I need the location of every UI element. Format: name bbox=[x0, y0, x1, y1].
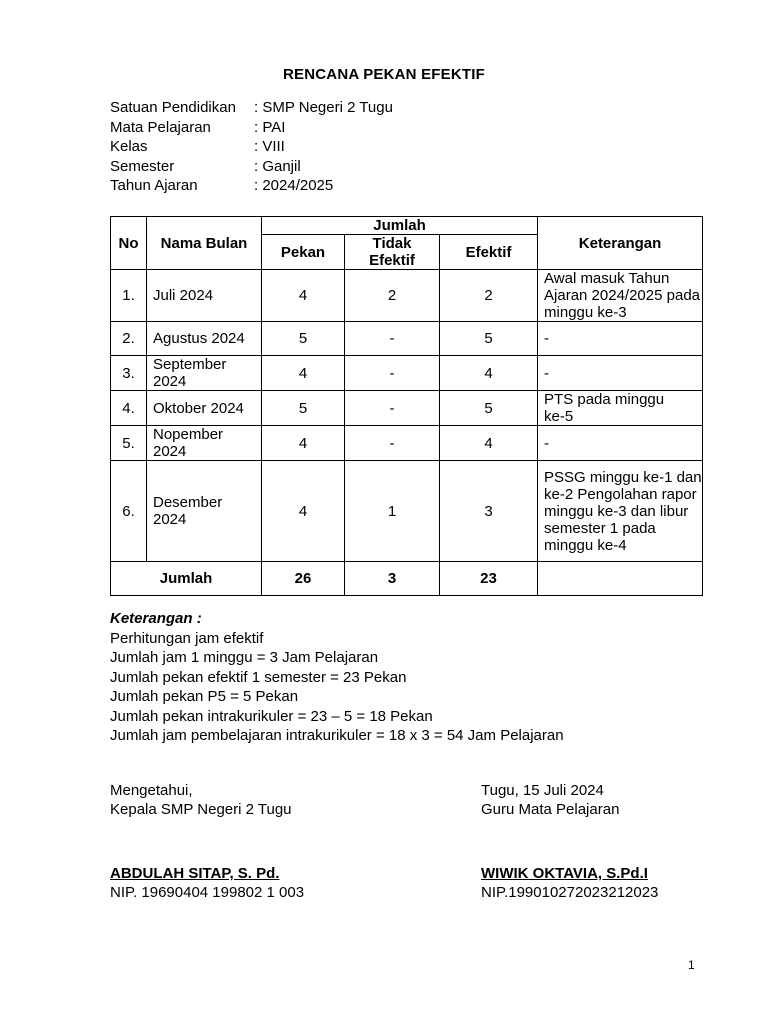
cell-tidak-efektif: 2 bbox=[345, 270, 440, 322]
cell-bulan: Juli 2024 bbox=[147, 270, 262, 322]
signature-left-line1: Mengetahui, bbox=[110, 782, 193, 799]
cell-keterangan: - bbox=[538, 426, 703, 461]
cell-no: 2. bbox=[111, 322, 147, 356]
table-header-row bbox=[111, 217, 703, 235]
signature-left-nip: NIP. 19690404 199802 1 003 bbox=[110, 884, 305, 901]
header-no: No bbox=[111, 217, 147, 270]
table-total-row bbox=[111, 562, 703, 596]
cell-keterangan: PSSG minggu ke-1 dan ke-2 Pengolahan rapor minggu ke-3 dan libur semester 1 pada minggu ke-4 bbox=[538, 461, 703, 562]
table-row bbox=[111, 426, 703, 461]
signature-left-name: ABDULAH SITAP, S. Pd. bbox=[110, 865, 280, 882]
cell-keterangan: - bbox=[538, 356, 703, 391]
header-keterangan: Keterangan bbox=[538, 217, 703, 270]
document-title: RENCANA PEKAN EFEKTIF bbox=[283, 66, 485, 83]
cell-no: 5. bbox=[111, 426, 147, 461]
table-row bbox=[111, 391, 703, 426]
header-tidak-efektif bbox=[345, 235, 440, 270]
cell-tidak-efektif: 1 bbox=[345, 461, 440, 562]
cell-keterangan: - bbox=[538, 322, 703, 356]
notes-line: Jumlah pekan P5 = 5 Pekan bbox=[110, 688, 299, 705]
cell-no: 3. bbox=[111, 356, 147, 391]
cell-bulan: Oktober 2024 bbox=[147, 391, 262, 426]
meta-value: : 2024/2025 bbox=[254, 177, 334, 194]
notes-line: Jumlah jam 1 minggu = 3 Jam Pelajaran bbox=[110, 649, 379, 666]
header-tidak-efektif-text: Tidak Efektif bbox=[369, 235, 415, 269]
cell-efektif: 5 bbox=[440, 391, 538, 426]
effective-week-table bbox=[110, 216, 703, 596]
cell-efektif: 3 bbox=[440, 461, 538, 562]
cell-tidak-efektif: - bbox=[345, 426, 440, 461]
cell-no: 4. bbox=[111, 391, 147, 426]
signature-right-nip: NIP.199010272023212023 bbox=[481, 884, 659, 901]
total-keterangan bbox=[538, 562, 703, 596]
page-number: 1 bbox=[688, 958, 695, 972]
total-efektif: 23 bbox=[440, 562, 538, 596]
cell-keterangan bbox=[538, 391, 703, 426]
notes-line: Jumlah pekan efektif 1 semester = 23 Pekan bbox=[110, 668, 407, 686]
meta-row-mapel bbox=[110, 118, 393, 138]
signature-right-line1: Tugu, 15 Juli 2024 bbox=[481, 782, 604, 799]
header-jumlah: Jumlah bbox=[262, 217, 538, 235]
meta-value: : PAI bbox=[254, 118, 286, 136]
notes-line: Perhitungan jam efektif bbox=[110, 629, 264, 647]
meta-row-semester bbox=[110, 157, 393, 177]
total-label: Jumlah bbox=[111, 562, 262, 596]
signature-left-header bbox=[110, 781, 292, 819]
cell-pekan: 4 bbox=[262, 461, 345, 562]
header-nama-bulan: Nama Bulan bbox=[147, 217, 262, 270]
cell-efektif: 5 bbox=[440, 322, 538, 356]
cell-tidak-efektif: - bbox=[345, 322, 440, 356]
meta-row-satuan bbox=[110, 98, 393, 118]
cell-pekan: 5 bbox=[262, 391, 345, 426]
cell-tidak-efektif: - bbox=[345, 391, 440, 426]
header-pekan: Pekan bbox=[262, 235, 345, 270]
signature-right-line2: Guru Mata Pelajaran bbox=[481, 801, 620, 818]
cell-pekan: 4 bbox=[262, 426, 345, 461]
meta-label: Semester bbox=[110, 157, 175, 175]
cell-keterangan: Awal masuk Tahun Ajaran 2024/2025 pada minggu ke-3 bbox=[538, 270, 703, 322]
total-pekan: 26 bbox=[262, 562, 345, 596]
cell-tidak-efektif: - bbox=[345, 356, 440, 391]
cell-pekan: 4 bbox=[262, 356, 345, 391]
meta-row-kelas bbox=[110, 137, 393, 157]
meta-label: Tahun Ajaran bbox=[110, 177, 198, 194]
cell-no: 6. bbox=[111, 461, 147, 562]
table-row bbox=[111, 356, 703, 391]
signature-right-header bbox=[481, 781, 619, 819]
meta-value: : VIII bbox=[254, 138, 285, 155]
cell-bulan-text: September 2024 bbox=[153, 356, 227, 390]
meta-label: Satuan Pendidikan bbox=[110, 99, 236, 116]
notes-block bbox=[110, 609, 564, 746]
signature-right-name: WIWIK OKTAVIA, S.Pd.I bbox=[481, 865, 648, 882]
meta-label: Mata Pelajaran bbox=[110, 118, 211, 136]
cell-pekan: 4 bbox=[262, 270, 345, 322]
cell-pekan: 5 bbox=[262, 322, 345, 356]
cell-bulan bbox=[147, 356, 262, 391]
meta-value: : Ganjil bbox=[254, 157, 301, 175]
cell-keterangan-text: PTS pada minggu ke-5 bbox=[544, 391, 665, 425]
table-row bbox=[111, 322, 703, 356]
signature-left-line2: Kepala SMP Negeri 2 Tugu bbox=[110, 801, 292, 818]
meta-label: Kelas bbox=[110, 138, 148, 155]
meta-row-tahun bbox=[110, 176, 393, 196]
cell-no: 1. bbox=[111, 270, 147, 322]
total-tidak-efektif: 3 bbox=[345, 562, 440, 596]
table-row bbox=[111, 461, 703, 562]
cell-efektif: 4 bbox=[440, 356, 538, 391]
cell-bulan: Agustus 2024 bbox=[147, 322, 262, 356]
table-row bbox=[111, 270, 703, 322]
notes-line: Jumlah jam pembelajaran intrakurikuler = 18 x 3 = 54 Jam Pelajaran bbox=[110, 727, 564, 744]
meta-value: : SMP Negeri 2 Tugu bbox=[254, 99, 393, 116]
cell-bulan-text: Desember 2024 bbox=[153, 494, 223, 528]
cell-bulan bbox=[147, 461, 262, 562]
notes-line: Jumlah pekan intrakurikuler = 23 – 5 = 18 Pekan bbox=[110, 707, 433, 725]
cell-bulan-text: Nopember 2024 bbox=[153, 426, 224, 460]
cell-efektif: 4 bbox=[440, 426, 538, 461]
header-efektif: Efektif bbox=[440, 235, 538, 270]
notes-heading: Keterangan : bbox=[110, 610, 202, 627]
cell-efektif: 2 bbox=[440, 270, 538, 322]
identity-block bbox=[110, 98, 393, 196]
cell-bulan bbox=[147, 426, 262, 461]
